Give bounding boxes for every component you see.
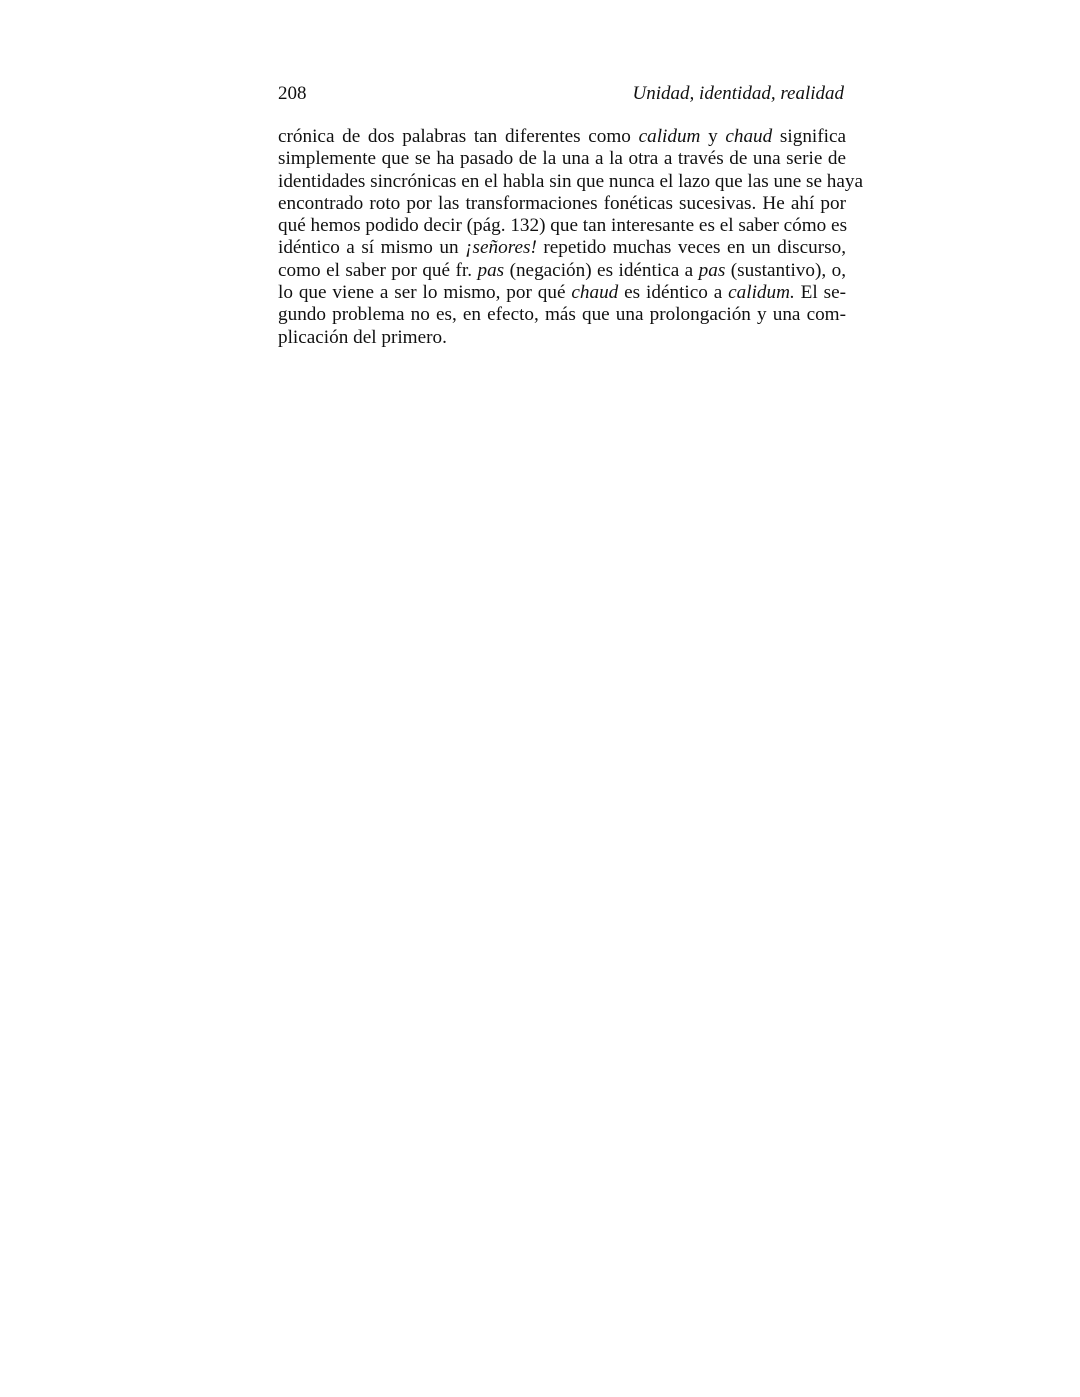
text-run: simplemente que se ha pasado de la una a la otra a través de una serie de — [278, 148, 846, 170]
text-run: significa — [772, 126, 846, 147]
italic-term: chaud — [725, 126, 773, 147]
text-run: como el saber por qué fr. — [278, 259, 478, 281]
section-title: Unidad, identidad, realidad — [632, 83, 844, 104]
italic-term: pas — [698, 259, 726, 281]
text-line — [278, 327, 846, 349]
text-run: gundo problema no es, en efecto, más que una prolongación y una com- — [278, 304, 846, 326]
italic-term: ¡señores! — [465, 237, 537, 259]
text-run: qué hemos podido decir (pág. 132) que tan interesante es el saber cómo es — [278, 215, 848, 237]
text-line — [278, 193, 846, 215]
body-paragraph — [278, 126, 864, 349]
running-head — [278, 80, 848, 108]
text-run: crónica de dos palabras tan diferentes como — [278, 126, 639, 147]
text-run: plicación del primero. — [278, 326, 447, 348]
text-line — [278, 126, 846, 148]
italic-term: chaud — [571, 282, 619, 304]
text-run: El se- — [794, 282, 846, 304]
italic-term: calidum — [638, 126, 701, 147]
text-line — [278, 260, 846, 282]
italic-term: pas — [477, 259, 505, 281]
text-run: identidades sincrónicas en el habla sin que nunca el lazo que las une se haya — [278, 170, 864, 192]
text-run: (sustantivo), o, — [725, 259, 846, 281]
text-line — [278, 237, 846, 259]
text-line — [278, 148, 846, 170]
text-run: repetido muchas veces en un discurso, — [536, 237, 846, 259]
text-line — [278, 170, 864, 193]
text-run: lo que viene a ser lo mismo, por qué — [278, 282, 572, 304]
page-number: 208 — [278, 83, 307, 104]
text-run: es idéntico a — [618, 282, 729, 304]
text-run: (negación) es idéntica a — [504, 259, 699, 281]
text-line — [278, 215, 846, 237]
text-run: idéntico a sí mismo un — [278, 237, 466, 259]
text-line — [278, 304, 846, 326]
text-run: encontrado roto por las transformaciones fonéticas sucesivas. He ahí por — [278, 192, 846, 214]
text-run: y — [700, 126, 726, 147]
italic-term: calidum. — [728, 282, 795, 304]
text-line — [278, 282, 846, 304]
